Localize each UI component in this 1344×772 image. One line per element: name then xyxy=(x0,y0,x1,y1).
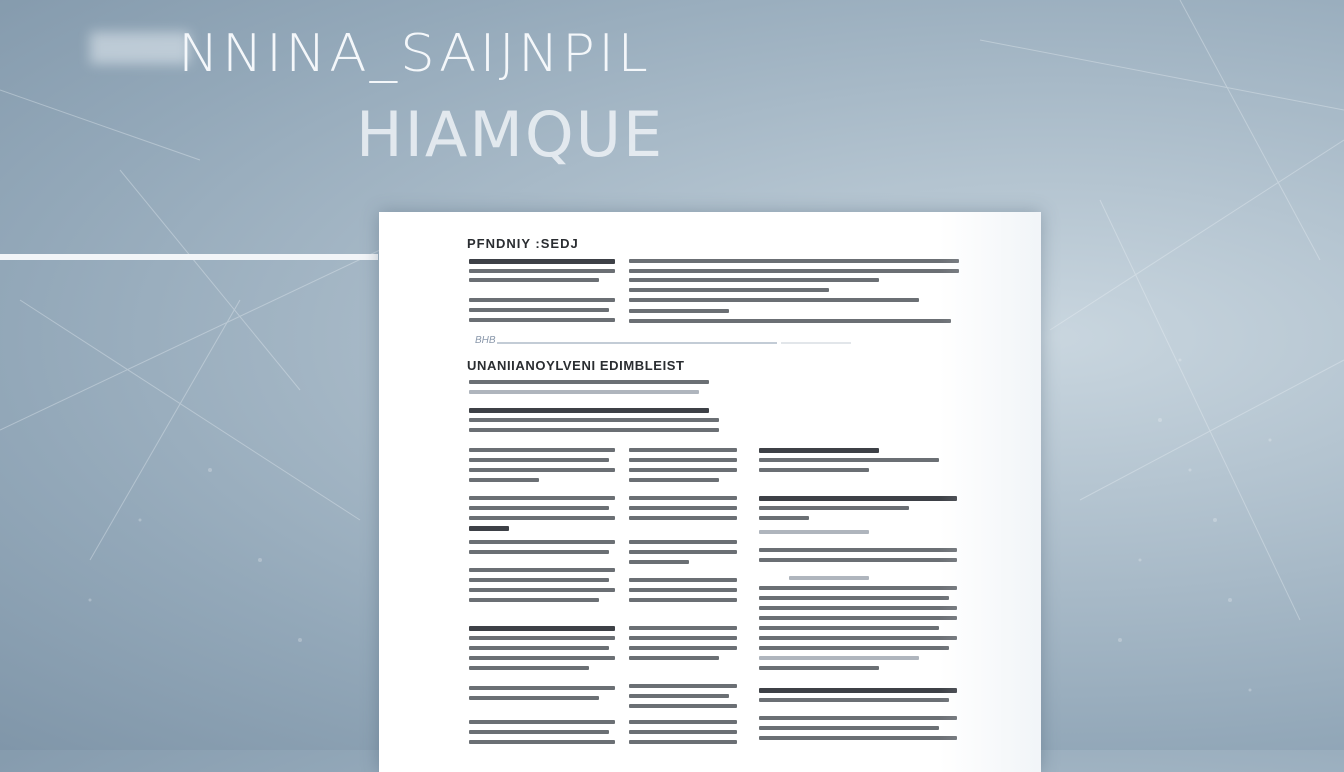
document-page xyxy=(379,212,1041,772)
page-fade-overlay xyxy=(939,212,1041,772)
separator-line-faded xyxy=(781,342,851,344)
section-title: UNANIIANOYLVENI EDIMBLEIST xyxy=(467,358,685,373)
hero-subtitle: HIAMQUE xyxy=(356,98,665,171)
separator-label: BHB xyxy=(475,335,496,346)
title-smudge xyxy=(90,32,190,64)
hero-title: NNINA_SAIJNPIL xyxy=(178,24,651,84)
separator-line xyxy=(497,342,777,344)
horizontal-accent-bar xyxy=(0,254,378,260)
document-title: PFNDNIY :SEDJ xyxy=(467,236,579,251)
